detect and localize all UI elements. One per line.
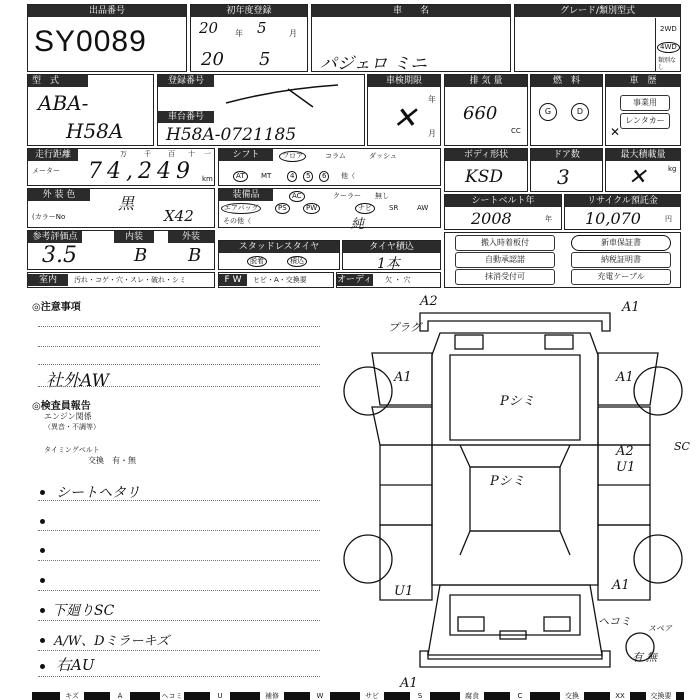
score-box xyxy=(27,230,215,270)
doors-label: ドア数 xyxy=(531,149,602,161)
footer-cell-0: キズ xyxy=(60,692,84,700)
recycle-box xyxy=(564,194,681,230)
displacement-value: 660 xyxy=(463,103,498,124)
timing-options: 交換 有・無 xyxy=(88,456,136,465)
shift-dash[interactable]: ダッシュ xyxy=(369,152,397,160)
mark-sc-right: SC xyxy=(674,440,690,453)
note-item-4: 下廻りSC xyxy=(52,603,115,619)
first-reg-year-1: 20 xyxy=(199,19,219,37)
recycle-label: リサイクル預託金 xyxy=(565,195,680,207)
shift-floor[interactable]: フロア xyxy=(279,151,306,162)
color-label: 外 装 色 xyxy=(28,189,90,201)
interior-label: 内装 xyxy=(114,231,154,243)
mileage-unit-4: 一 xyxy=(204,150,211,158)
mileage-unit-0: 万 xyxy=(120,150,127,158)
drive-other: 類別なし xyxy=(658,57,677,71)
lot-label: 出品番号 xyxy=(28,5,186,17)
mark-a1-front: A1 xyxy=(622,300,640,315)
mark-a2-right-door: A2 xyxy=(616,444,634,459)
inspection-value: ✕ xyxy=(392,101,418,136)
engine-sub: （異音・不調等） xyxy=(44,423,100,431)
footer-cell-6: サビ xyxy=(360,692,384,700)
body-box xyxy=(444,148,528,192)
mark-plug: プラグ xyxy=(388,321,421,334)
car-diagram xyxy=(340,294,690,691)
mark-a1-right-rear: A1 xyxy=(612,578,630,593)
footer-cell-10: 交換 xyxy=(560,692,584,700)
mark-u1-left-rear: U1 xyxy=(394,584,414,599)
studless-box xyxy=(218,240,340,270)
timing-label: タイミングベルト xyxy=(44,446,100,454)
equip-cooler[interactable]: クーラー xyxy=(333,192,361,200)
drive-2wd: 2WD xyxy=(660,25,677,33)
capacity-unit: kg xyxy=(668,165,677,173)
displacement-unit: CC xyxy=(511,127,521,135)
interior-value: B xyxy=(134,245,148,266)
mark-dent-rear: ヘコミ xyxy=(598,615,631,628)
audio-box xyxy=(336,272,441,288)
footer-cell-9: C xyxy=(510,692,530,700)
body-label: ボディ形状 xyxy=(445,149,527,161)
car-name-value: パジェロ ミニ xyxy=(320,54,428,74)
note-item-5: A/W、Dミラーキズ xyxy=(54,634,170,649)
score-value: 3.5 xyxy=(42,243,77,268)
doc-3[interactable]: 新車保証書 xyxy=(571,235,671,251)
inspection-box xyxy=(367,74,441,146)
studless-label: スタッドレスタイヤ xyxy=(219,241,339,253)
left-front-fender-lower xyxy=(372,407,432,445)
equip-sr[interactable]: SR xyxy=(389,204,399,212)
history-rental[interactable]: レンタカー xyxy=(620,113,670,129)
tire-label: タイヤ積込 xyxy=(343,241,440,253)
model-value-2: H58A xyxy=(66,119,124,143)
interior-cond-label: 室内 xyxy=(28,274,68,286)
mark-a1-left-fender: A1 xyxy=(394,370,412,385)
footer-cell-7: S xyxy=(410,692,430,700)
interior-cond-items: 汚れ・コゲ・穴・スレ・破れ・シミ xyxy=(74,276,186,284)
shift-at[interactable]: AT xyxy=(233,171,248,182)
mark-a2-front: A2 xyxy=(420,294,438,309)
fuel-d[interactable]: D xyxy=(571,103,589,121)
note-item-6: 右AU xyxy=(56,656,95,674)
equip-other: その他（ xyxy=(223,217,251,225)
history-business[interactable]: 事業用 xyxy=(620,95,670,111)
seatbelt-box xyxy=(444,194,562,230)
note-item-0: シートヘタリ xyxy=(56,485,140,501)
audio-label: オーディオ xyxy=(337,275,382,285)
grade-box xyxy=(514,4,681,72)
equip-airbag[interactable]: エアバッグ xyxy=(221,203,261,214)
capacity-label: 最大積載量 xyxy=(606,149,680,161)
model-box xyxy=(27,74,154,146)
rear-window xyxy=(460,531,570,555)
inspection-month: 月 xyxy=(428,129,436,138)
first-reg-year-2: 20 xyxy=(201,49,224,70)
mark-u1-right-door: U1 xyxy=(616,460,636,475)
history-check: ✕ xyxy=(610,125,621,139)
footer-cell-11: XX xyxy=(610,692,630,700)
fw-label: F W xyxy=(219,274,247,286)
color-value: 黒 xyxy=(118,194,135,213)
inspector-title: ◎検査員報告 xyxy=(32,401,91,412)
inspection-label: 車検期限 xyxy=(368,75,440,87)
equip-other-value: 純 xyxy=(351,217,365,232)
equip-pw[interactable]: PW xyxy=(303,203,320,214)
fw-box xyxy=(218,272,334,288)
windshield xyxy=(460,445,570,467)
equip-aw[interactable]: AW xyxy=(417,204,429,212)
equip-ac[interactable]: AC xyxy=(289,191,305,202)
chassis-label: 車台番号 xyxy=(158,111,214,123)
right-front-fender-lower xyxy=(598,407,650,445)
capacity-value: ✕ xyxy=(628,165,647,190)
mileage-unit-2: 百 xyxy=(168,150,175,158)
engine-label: エンジン関係 xyxy=(44,412,92,421)
interior-cond-box xyxy=(27,272,215,288)
first-reg-month-unit: 月 xyxy=(289,29,297,38)
shift-other: 他（ xyxy=(341,172,355,180)
equip-navi[interactable]: ナビ xyxy=(355,203,375,214)
equip-ps[interactable]: PS xyxy=(275,203,290,214)
doors-box xyxy=(530,148,603,192)
front-right-wheel xyxy=(634,367,682,415)
car-name-label: 車 名 xyxy=(312,5,510,17)
mark-spare: スペア xyxy=(648,624,672,633)
mileage-unit-3: 十 xyxy=(188,150,195,158)
fuel-g[interactable]: G xyxy=(539,103,557,121)
mileage-value: 74,249 xyxy=(88,159,195,184)
mark-p-hood: Pシミ xyxy=(500,394,535,409)
footer-cell-5: W xyxy=(310,692,330,700)
doors-value: 3 xyxy=(557,165,570,189)
color-box xyxy=(27,188,215,228)
first-reg-month-1: 5 xyxy=(257,19,267,37)
equip-label: 装備品 xyxy=(219,189,273,201)
mark-a1-rear-bumper: A1 xyxy=(400,676,418,691)
tailgate xyxy=(450,595,580,635)
caution-line: 社外AW xyxy=(46,371,110,391)
equip-none[interactable]: 無し xyxy=(375,192,389,200)
grade-label: グレード/類別型式 xyxy=(515,5,680,17)
shift-mt[interactable]: MT xyxy=(261,172,272,180)
fuel-label: 燃 料 xyxy=(531,75,602,87)
docs-box xyxy=(444,232,681,288)
reg-no-strike xyxy=(218,81,358,111)
shift-gear-6[interactable]: 6 xyxy=(319,171,329,182)
recycle-unit: 円 xyxy=(665,215,672,223)
footer-cell-3: U xyxy=(210,692,230,700)
mark-p-roof: Pシミ xyxy=(490,474,525,489)
seatbelt-label: シートベルト年 xyxy=(445,195,561,207)
front-bumper xyxy=(420,313,610,331)
doc-4[interactable]: 納税証明書 xyxy=(571,252,671,268)
first-reg-label: 初年度登録 xyxy=(191,5,307,17)
mark-a1-right-fender: A1 xyxy=(616,370,634,385)
lot-value: SY0089 xyxy=(34,25,147,58)
score-label: 参考評価点 xyxy=(28,231,82,243)
first-registration-box xyxy=(190,4,308,72)
mileage-unit-1: 千 xyxy=(144,150,151,158)
mileage-km: km xyxy=(202,175,213,183)
fw-items: ヒビ・A・交換要 xyxy=(253,276,307,284)
exterior-value: B xyxy=(188,245,202,266)
first-reg-month-2: 5 xyxy=(259,49,271,70)
chassis-value: H58A-0721185 xyxy=(166,125,297,145)
footer-cell-1: A xyxy=(110,692,130,700)
displacement-box xyxy=(444,74,528,146)
left-headlight xyxy=(455,335,483,349)
model-value-1: ABA- xyxy=(38,91,89,115)
shift-gear-5[interactable]: 5 xyxy=(303,171,313,182)
mileage-sub: メーター xyxy=(32,167,60,175)
color-code-label: (カラーNo xyxy=(32,213,66,221)
history-box xyxy=(605,74,681,146)
caution-title: ◎注意事項 xyxy=(32,302,81,313)
rear-right-wheel xyxy=(634,535,682,583)
front-body xyxy=(432,333,598,445)
exterior-label: 外装 xyxy=(168,231,214,243)
car-name-box xyxy=(311,4,511,72)
mark-spare-yes: 有 xyxy=(632,651,643,664)
fuel-box xyxy=(530,74,603,146)
first-reg-year-unit: 年 xyxy=(235,29,243,38)
doc-0[interactable]: 搬入時着板付 xyxy=(455,235,555,251)
shift-gear-4[interactable]: 4 xyxy=(287,171,297,182)
audio-items: 欠 ・ 穴 xyxy=(385,276,411,284)
footer-cell-12: 交換要 xyxy=(646,692,676,700)
footer-cell-8: 腐食 xyxy=(460,692,484,700)
mark-spare-no: 無 xyxy=(646,651,657,664)
displacement-label: 排 気 量 xyxy=(445,75,527,87)
left-taillight xyxy=(458,617,484,631)
history-label: 車 歴 xyxy=(606,75,680,87)
seatbelt-value: 2008 xyxy=(471,209,512,228)
rear-left-wheel xyxy=(344,535,392,583)
rear-bumper xyxy=(420,651,610,667)
doc-1[interactable]: 自動承認諾 xyxy=(455,252,555,268)
drive-4wd: 4WD xyxy=(657,42,680,53)
shift-label: シフト xyxy=(219,149,273,161)
front-left-wheel xyxy=(344,367,392,415)
studless-load[interactable]: 積込 xyxy=(287,256,307,267)
tire-box xyxy=(342,240,441,270)
shift-box xyxy=(218,148,441,186)
mileage-box xyxy=(27,148,215,186)
lot-box xyxy=(27,4,187,72)
right-taillight xyxy=(544,617,570,631)
cabin xyxy=(432,445,598,585)
recycle-value: 10,070 xyxy=(585,209,641,228)
seatbelt-unit: 年 xyxy=(545,215,552,223)
equipment-box xyxy=(218,188,441,232)
mileage-label: 走行距離 xyxy=(28,149,78,161)
tire-value: 1本 xyxy=(377,256,400,272)
reg-number-box xyxy=(157,74,365,146)
doc-2[interactable]: 抹消受付可 xyxy=(455,269,555,285)
shift-column[interactable]: コラム xyxy=(325,152,346,160)
footer-cell-4: 補修 xyxy=(260,692,284,700)
reg-no-label: 登録番号 xyxy=(158,75,214,87)
model-label: 型 式 xyxy=(28,75,88,87)
capacity-box xyxy=(605,148,681,192)
color-code-value: X42 xyxy=(164,207,194,225)
inspection-year: 年 xyxy=(428,95,436,104)
right-headlight xyxy=(545,335,573,349)
doc-5[interactable]: 充電ケーブル xyxy=(571,269,671,285)
studless-detach[interactable]: 脱着 xyxy=(247,256,267,267)
body-value: KSD xyxy=(465,167,503,187)
footer-cell-2: ヘコミ xyxy=(161,692,183,700)
